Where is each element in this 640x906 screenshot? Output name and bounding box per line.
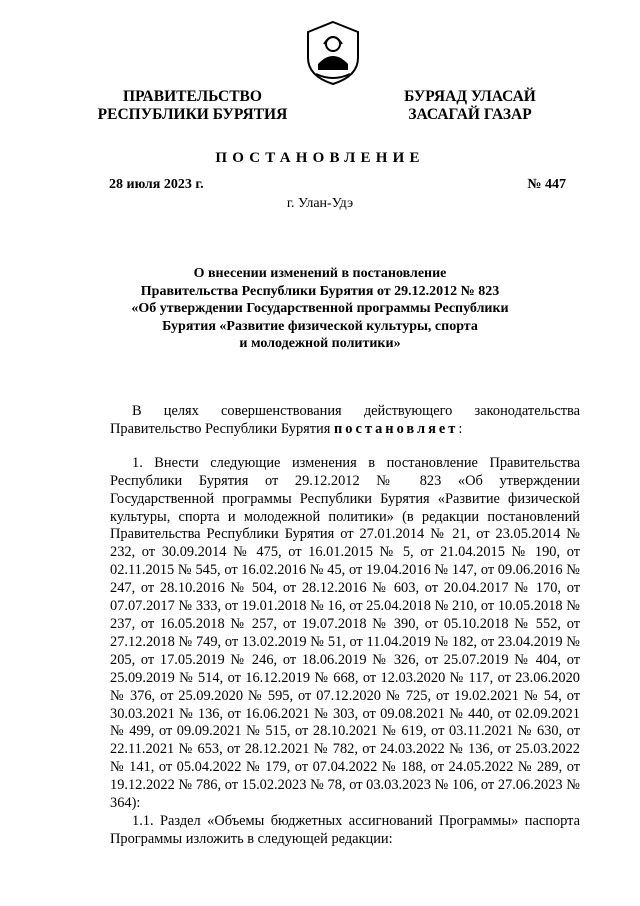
document-city: г. Улан-Удэ (286, 196, 354, 211)
paragraph-1-1: 1.1. Раздел «Объемы бюджетных ассигнований Программы» паспорта Программы изложить в следующей редакции: (110, 812, 580, 847)
document-subject (100, 265, 540, 353)
subject-line: Бурятия «Развитие физической культуры, спорта (162, 318, 478, 334)
header-left (80, 88, 305, 124)
preamble-end: : (458, 420, 463, 437)
preamble-text: В целях совершенствования действующего законодательства Правительство Республики Бурятия (110, 403, 580, 437)
subject-line: «Об утверждении Государственной программы Республики (131, 301, 509, 317)
coat-of-arms-emblem (304, 20, 362, 86)
header-left-line2: РЕСПУБЛИКИ БУРЯТИЯ (97, 106, 288, 123)
document-number: № 447 (527, 177, 566, 192)
preamble-keyword: постановляет (333, 420, 459, 437)
header-right (380, 88, 560, 124)
paragraph-1: 1. Внести следующие изменения в постановление Правительства Республики Бурятия от 29.12.2012 № 823 «Об утверждении Государственной программы Республики Бурятия «Развитие физической культуры, спорта и молодежной политики» (в редакции постановлений Правительства Республики Бурятия от 27.01.2014 № 21, от 23.05.2014 № 232, от 30.09.2014 № 475, от 16.01.2015 № 5, от 21.04.2015 № 190, от 02.11.2015 № 545, от 16.02.2016 № 45, от 19.04.2016 № 147, от 09.06.2016 № 247, от 28.10.2016 № 504, от 28.12.2016 № 603, от 20.04.2017 № 170, от 07.07.2017 № 333, от 19.01.2018 № 16, от 25.04.2018 № 210, от 10.05.2018 № 237, от 16.05.2018 № 257, от 19.07.2018 № 390, от 05.10.2018 № 552, от 27.12.2018 № 749, от 13.02.2019 № 51, от 11.04.2019 № 182, от 23.04.2019 № 205, от 17.05.2019 № 246, от 18.06.2019 № 326, от 25.07.2019 № 404, от 25.09.2019 № 514, от 16.12.2019 № 668, от 12.03.2020 № 117, от 23.06.2020 № 376, от 25.09.2020 № 595, от 07.12.2020 № 725, от 19.02.2021 № 54, от 30.03.2021 № 136, от 16.06.2021 № 303, от 09.08.2021 № 440, от 02.09.2021 № 499, от 09.09.2021 № 515, от 28.10.2021 № 619, от 03.11.2021 № 630, от 22.11.2021 № 653, от 28.12.2021 № 782, от 24.03.2022 № 136, от 25.03.2022 № 141, от 05.04.2022 № 179, от 07.04.2022 № 188, от 24.05.2022 № 289, от 19.12.2022 № 786, от 15.02.2023 № 78, от 03.03.2023 № 106, от 27.06.2023 № 364): (110, 454, 580, 812)
document-body (110, 403, 580, 849)
header-left-line1: ПРАВИТЕЛЬСТВО (123, 88, 262, 105)
subject-line: О внесении изменений в постановление (193, 266, 447, 281)
subject-line: и молодежной политики» (239, 336, 401, 352)
subject-line: Правительства Республики Бурятия от 29.12.2012 № 823 (140, 283, 500, 299)
document-title: ПОСТАНОВЛЕНИЕ (215, 150, 425, 166)
header-right-line2: ЗАСАГАЙ ГАЗАР (408, 106, 532, 123)
document-date: 28 июля 2023 г. (109, 177, 204, 192)
preamble-paragraph (110, 403, 580, 439)
header-right-line1: БУРЯАД УЛАСАЙ (404, 88, 536, 105)
